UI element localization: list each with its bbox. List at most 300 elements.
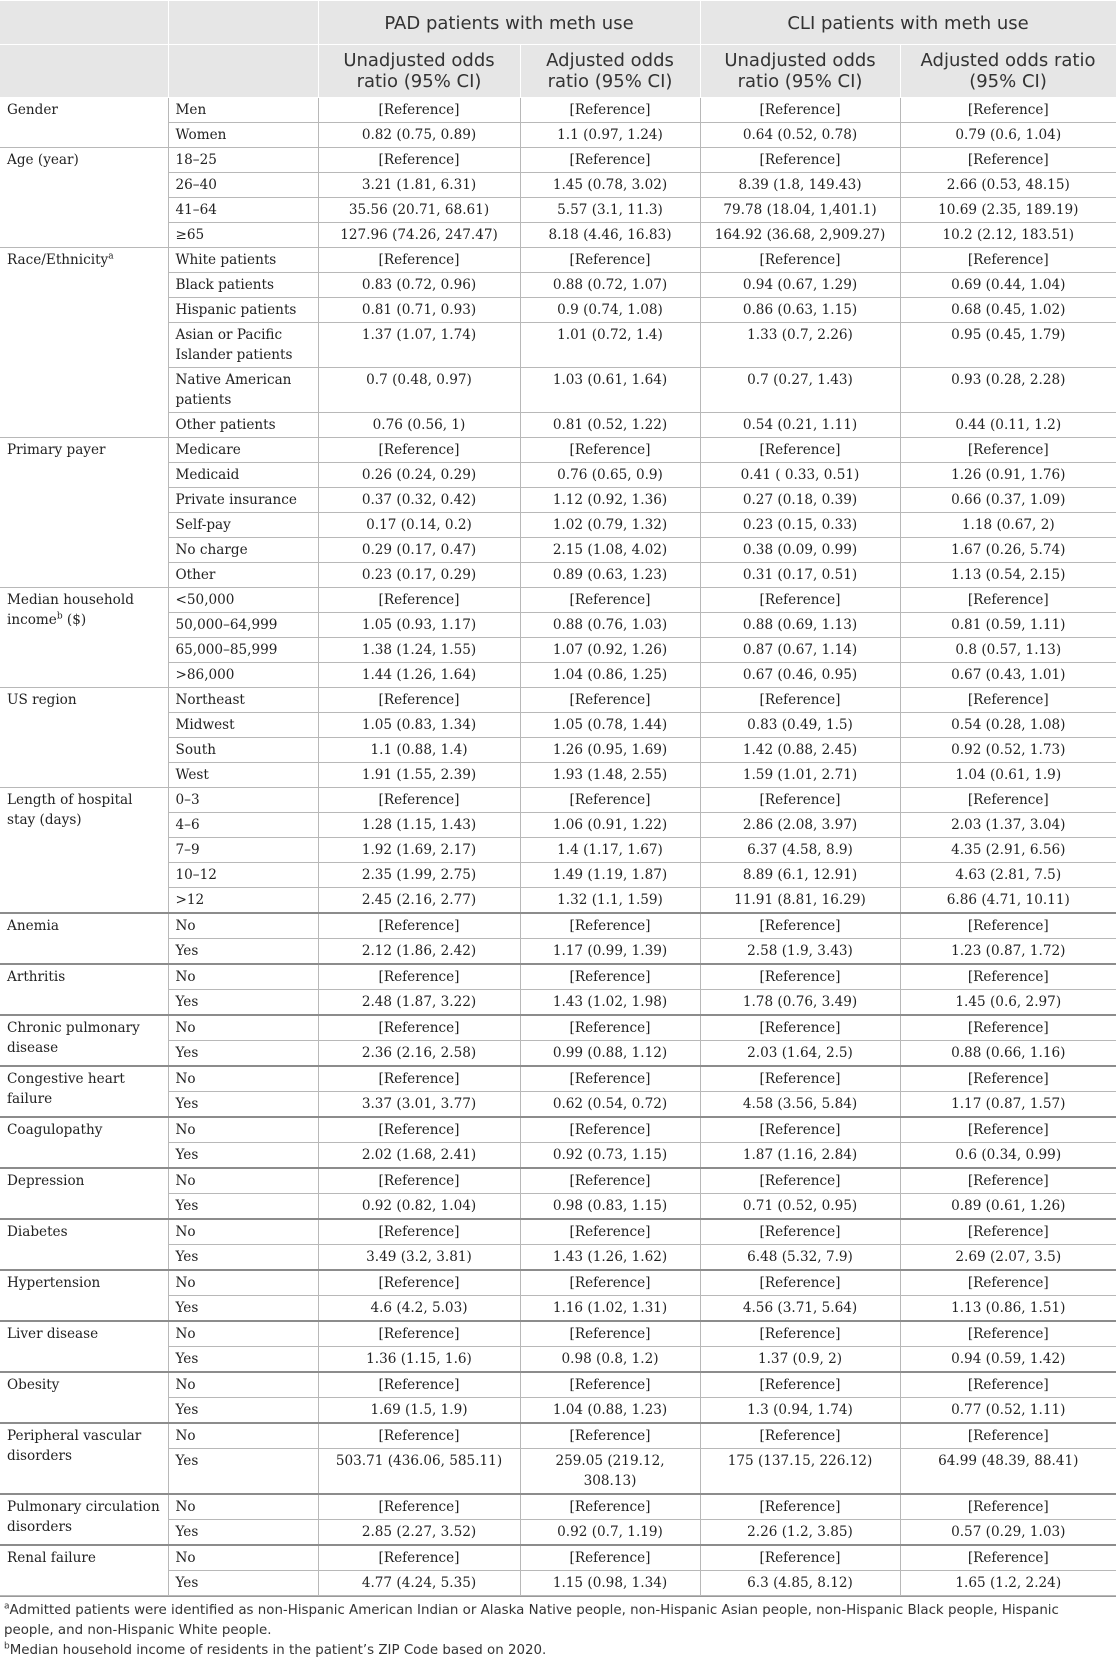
pad-adjusted-cell: [Reference] (520, 1066, 700, 1092)
subgroup-cell: No (168, 1321, 318, 1347)
table-row (0, 323, 1116, 368)
category-cell (0, 913, 168, 964)
pad-unadjusted-cell: 1.38 (1.24, 1.55) (318, 638, 520, 663)
category-label: Diabetes (7, 1224, 68, 1240)
cli-unadjusted-cell: [Reference] (700, 1015, 900, 1041)
cli-adjusted-cell: 1.65 (1.2, 2.24) (900, 1571, 1116, 1596)
category-cell (0, 1117, 168, 1168)
cli-adjusted-cell: 0.88 (0.66, 1.16) (900, 1041, 1116, 1067)
subgroup-cell: ≥65 (168, 223, 318, 248)
pad-unadjusted-cell: 3.49 (3.2, 3.81) (318, 1245, 520, 1271)
pad-adjusted-cell: 0.9 (0.74, 1.08) (520, 298, 700, 323)
pad-adjusted-cell: 1.1 (0.97, 1.24) (520, 123, 700, 148)
category-cell (0, 1066, 168, 1117)
cli-adjusted-cell: 0.77 (0.52, 1.11) (900, 1398, 1116, 1424)
pad-unadjusted-cell: 1.05 (0.93, 1.17) (318, 613, 520, 638)
table-row (0, 688, 1116, 713)
category-suffix: ($) (62, 612, 87, 628)
subgroup-cell: >86,000 (168, 663, 318, 688)
cli-unadjusted-cell: 2.86 (2.08, 3.97) (700, 813, 900, 838)
table-row (0, 1571, 1116, 1596)
table-row (0, 1545, 1116, 1571)
subgroup-cell: No charge (168, 538, 318, 563)
table-row (0, 838, 1116, 863)
cli-adjusted-cell: 0.93 (0.28, 2.28) (900, 368, 1116, 413)
pad-unadjusted-cell: [Reference] (318, 1494, 520, 1520)
pad-unadjusted-cell: [Reference] (318, 1270, 520, 1296)
header-group-cli: CLI patients with meth use (700, 1, 1116, 45)
pad-unadjusted-cell: 127.96 (74.26, 247.47) (318, 223, 520, 248)
subgroup-cell: Private insurance (168, 488, 318, 513)
table-row (0, 1270, 1116, 1296)
pad-adjusted-cell: 1.05 (0.78, 1.44) (520, 713, 700, 738)
cli-unadjusted-cell: [Reference] (700, 913, 900, 939)
cli-adjusted-cell: 1.13 (0.54, 2.15) (900, 563, 1116, 588)
pad-adjusted-cell: 1.02 (0.79, 1.32) (520, 513, 700, 538)
header-cli-unadjusted: Unadjusted odds ratio (95% CI) (700, 45, 900, 98)
subgroup-cell: South (168, 738, 318, 763)
pad-unadjusted-cell: 3.37 (3.01, 3.77) (318, 1092, 520, 1118)
pad-adjusted-cell: 8.18 (4.46, 16.83) (520, 223, 700, 248)
pad-adjusted-cell: 1.16 (1.02, 1.31) (520, 1296, 700, 1322)
pad-adjusted-cell: 1.32 (1.1, 1.59) (520, 888, 700, 914)
cli-unadjusted-cell: 0.83 (0.49, 1.5) (700, 713, 900, 738)
footnote-a-mark: a (4, 1601, 10, 1612)
pad-unadjusted-cell: 503.71 (436.06, 585.11) (318, 1449, 520, 1495)
cli-adjusted-cell: 10.2 (2.12, 183.51) (900, 223, 1116, 248)
subgroup-cell: No (168, 1372, 318, 1398)
cli-unadjusted-cell: [Reference] (700, 98, 900, 123)
pad-unadjusted-cell: 0.23 (0.17, 0.29) (318, 563, 520, 588)
table-row (0, 588, 1116, 613)
subgroup-cell: Women (168, 123, 318, 148)
category-label: Age (year) (7, 152, 79, 168)
subgroup-cell: Other (168, 563, 318, 588)
cli-unadjusted-cell: 0.54 (0.21, 1.11) (700, 413, 900, 438)
table-row (0, 1494, 1116, 1520)
table-row (0, 1066, 1116, 1092)
cli-unadjusted-cell: 6.3 (4.85, 8.12) (700, 1571, 900, 1596)
pad-unadjusted-cell: 0.92 (0.82, 1.04) (318, 1194, 520, 1220)
pad-adjusted-cell: 0.76 (0.65, 0.9) (520, 463, 700, 488)
pad-adjusted-cell: 1.01 (0.72, 1.4) (520, 323, 700, 368)
pad-unadjusted-cell: 1.91 (1.55, 2.39) (318, 763, 520, 788)
cli-unadjusted-cell: 6.48 (5.32, 7.9) (700, 1245, 900, 1271)
cli-unadjusted-cell: [Reference] (700, 1270, 900, 1296)
table-row (0, 888, 1116, 914)
header-blank-category (0, 1, 168, 45)
category-cell (0, 1168, 168, 1219)
cli-adjusted-cell: [Reference] (900, 1219, 1116, 1245)
subgroup-cell: Midwest (168, 713, 318, 738)
subgroup-cell: Yes (168, 1571, 318, 1596)
subgroup-cell: Yes (168, 1194, 318, 1220)
pad-unadjusted-cell: [Reference] (318, 438, 520, 463)
pad-unadjusted-cell: [Reference] (318, 1219, 520, 1245)
pad-adjusted-cell: [Reference] (520, 438, 700, 463)
subgroup-cell: Yes (168, 1398, 318, 1424)
pad-adjusted-cell: 0.92 (0.73, 1.15) (520, 1143, 700, 1169)
pad-adjusted-cell: 0.89 (0.63, 1.23) (520, 563, 700, 588)
pad-unadjusted-cell: 2.36 (2.16, 2.58) (318, 1041, 520, 1067)
category-cell (0, 1545, 168, 1596)
pad-unadjusted-cell: 1.05 (0.83, 1.34) (318, 713, 520, 738)
cli-adjusted-cell: [Reference] (900, 788, 1116, 813)
table-row (0, 173, 1116, 198)
table-row (0, 1117, 1116, 1143)
pad-unadjusted-cell: [Reference] (318, 588, 520, 613)
footnote-b-text: Median household income of residents in the patient’s ZIP Code based on 2020. (9, 1643, 547, 1658)
table-row (0, 1092, 1116, 1118)
category-cell (0, 1321, 168, 1372)
cli-unadjusted-cell: [Reference] (700, 1423, 900, 1449)
category-label: Coagulopathy (7, 1122, 103, 1138)
pad-adjusted-cell: 1.93 (1.48, 2.55) (520, 763, 700, 788)
category-label: Arthritis (7, 969, 66, 985)
subgroup-cell: No (168, 1066, 318, 1092)
cli-unadjusted-cell: [Reference] (700, 1321, 900, 1347)
subgroup-cell: Yes (168, 939, 318, 965)
table-row (0, 148, 1116, 173)
pad-adjusted-cell: [Reference] (520, 1494, 700, 1520)
table-row (0, 563, 1116, 588)
pad-adjusted-cell: [Reference] (520, 588, 700, 613)
subgroup-cell: 7–9 (168, 838, 318, 863)
table-row (0, 964, 1116, 990)
cli-adjusted-cell: 1.67 (0.26, 5.74) (900, 538, 1116, 563)
cli-unadjusted-cell: 0.31 (0.17, 0.51) (700, 563, 900, 588)
cli-adjusted-cell: [Reference] (900, 248, 1116, 273)
table-row (0, 488, 1116, 513)
pad-adjusted-cell: 1.07 (0.92, 1.26) (520, 638, 700, 663)
table-row (0, 613, 1116, 638)
subgroup-cell: Yes (168, 1092, 318, 1118)
cli-adjusted-cell: [Reference] (900, 1372, 1116, 1398)
pad-unadjusted-cell: [Reference] (318, 248, 520, 273)
cli-unadjusted-cell: 1.42 (0.88, 2.45) (700, 738, 900, 763)
subgroup-cell: 50,000–64,999 (168, 613, 318, 638)
table-row (0, 223, 1116, 248)
subgroup-cell: 4–6 (168, 813, 318, 838)
cli-adjusted-cell: 1.13 (0.86, 1.51) (900, 1296, 1116, 1322)
cli-unadjusted-cell: 2.03 (1.64, 2.5) (700, 1041, 900, 1067)
table-row (0, 413, 1116, 438)
table-row (0, 438, 1116, 463)
cli-unadjusted-cell: [Reference] (700, 964, 900, 990)
pad-adjusted-cell: 1.17 (0.99, 1.39) (520, 939, 700, 965)
category-label: Obesity (7, 1377, 60, 1393)
pad-adjusted-cell: 1.43 (1.26, 1.62) (520, 1245, 700, 1271)
subgroup-cell: 65,000–85,999 (168, 638, 318, 663)
table-row (0, 1347, 1116, 1373)
table-row (0, 1449, 1116, 1495)
table-row (0, 738, 1116, 763)
pad-adjusted-cell: [Reference] (520, 1219, 700, 1245)
cli-unadjusted-cell: 0.94 (0.67, 1.29) (700, 273, 900, 298)
cli-adjusted-cell: 1.45 (0.6, 2.97) (900, 990, 1116, 1016)
pad-adjusted-cell: 0.81 (0.52, 1.22) (520, 413, 700, 438)
subgroup-cell: Yes (168, 990, 318, 1016)
cli-unadjusted-cell: 0.88 (0.69, 1.13) (700, 613, 900, 638)
table-row (0, 913, 1116, 939)
subgroup-cell: No (168, 1168, 318, 1194)
category-cell (0, 438, 168, 588)
subgroup-cell: Asian or Pacific Islander patients (168, 323, 318, 368)
cli-unadjusted-cell: 0.27 (0.18, 0.39) (700, 488, 900, 513)
cli-unadjusted-cell: [Reference] (700, 788, 900, 813)
pad-adjusted-cell: 1.04 (0.88, 1.23) (520, 1398, 700, 1424)
category-cell (0, 148, 168, 248)
cli-unadjusted-cell: 0.86 (0.63, 1.15) (700, 298, 900, 323)
cli-adjusted-cell: [Reference] (900, 1066, 1116, 1092)
pad-adjusted-cell: [Reference] (520, 1372, 700, 1398)
table-row (0, 368, 1116, 413)
cli-unadjusted-cell: [Reference] (700, 1066, 900, 1092)
footnote-marker: b (56, 611, 63, 622)
cli-adjusted-cell: [Reference] (900, 148, 1116, 173)
subgroup-cell: Northeast (168, 688, 318, 713)
pad-unadjusted-cell: [Reference] (318, 788, 520, 813)
cli-adjusted-cell: 2.66 (0.53, 48.15) (900, 173, 1116, 198)
cli-adjusted-cell: 0.94 (0.59, 1.42) (900, 1347, 1116, 1373)
cli-adjusted-cell: 0.44 (0.11, 1.2) (900, 413, 1116, 438)
table-row (0, 939, 1116, 965)
table-row (0, 1296, 1116, 1322)
subgroup-cell: Yes (168, 1041, 318, 1067)
subgroup-cell: Yes (168, 1296, 318, 1322)
table-row (0, 1219, 1116, 1245)
footnote-a-text: Admitted patients were identified as non-Hispanic American Indian or Alaska Native people, non-Hispanic Asian people, non-Hispanic Black people, Hispanic people, and non-Hispanic White people. (4, 1603, 1059, 1638)
cli-adjusted-cell: [Reference] (900, 1545, 1116, 1571)
pad-adjusted-cell: 1.45 (0.78, 3.02) (520, 173, 700, 198)
table-row (0, 273, 1116, 298)
pad-unadjusted-cell: 2.85 (2.27, 3.52) (318, 1520, 520, 1546)
pad-adjusted-cell: [Reference] (520, 1321, 700, 1347)
subgroup-cell: No (168, 1545, 318, 1571)
table-row (0, 1520, 1116, 1546)
pad-unadjusted-cell: 0.83 (0.72, 0.96) (318, 273, 520, 298)
pad-adjusted-cell: 1.04 (0.86, 1.25) (520, 663, 700, 688)
cli-adjusted-cell: [Reference] (900, 964, 1116, 990)
cli-unadjusted-cell: [Reference] (700, 148, 900, 173)
pad-adjusted-cell: [Reference] (520, 1423, 700, 1449)
subgroup-cell: 0–3 (168, 788, 318, 813)
pad-unadjusted-cell: 0.26 (0.24, 0.29) (318, 463, 520, 488)
pad-adjusted-cell: 2.15 (1.08, 4.02) (520, 538, 700, 563)
pad-adjusted-cell: 0.88 (0.76, 1.03) (520, 613, 700, 638)
table-row (0, 990, 1116, 1016)
subgroup-cell: No (168, 1494, 318, 1520)
cli-adjusted-cell: 0.66 (0.37, 1.09) (900, 488, 1116, 513)
pad-adjusted-cell: 1.4 (1.17, 1.67) (520, 838, 700, 863)
category-cell (0, 588, 168, 688)
subgroup-cell: No (168, 1270, 318, 1296)
cli-adjusted-cell: 2.03 (1.37, 3.04) (900, 813, 1116, 838)
table-row (0, 813, 1116, 838)
cli-unadjusted-cell: 0.87 (0.67, 1.14) (700, 638, 900, 663)
pad-adjusted-cell: [Reference] (520, 1168, 700, 1194)
pad-adjusted-cell: 0.62 (0.54, 0.72) (520, 1092, 700, 1118)
cli-adjusted-cell: [Reference] (900, 588, 1116, 613)
cli-unadjusted-cell: 1.3 (0.94, 1.74) (700, 1398, 900, 1424)
footnote-a (4, 1601, 1112, 1641)
subgroup-cell: White patients (168, 248, 318, 273)
cli-unadjusted-cell: 6.37 (4.58, 8.9) (700, 838, 900, 863)
cli-unadjusted-cell: [Reference] (700, 248, 900, 273)
pad-unadjusted-cell: 1.28 (1.15, 1.43) (318, 813, 520, 838)
category-cell (0, 1372, 168, 1423)
subgroup-cell: Medicaid (168, 463, 318, 488)
subgroup-cell: 18–25 (168, 148, 318, 173)
category-label: Median household income (7, 592, 134, 628)
cli-unadjusted-cell: 1.37 (0.9, 2) (700, 1347, 900, 1373)
pad-unadjusted-cell: [Reference] (318, 1545, 520, 1571)
subgroup-cell: <50,000 (168, 588, 318, 613)
table-row (0, 1015, 1116, 1041)
table-row (0, 788, 1116, 813)
pad-adjusted-cell: 1.49 (1.19, 1.87) (520, 863, 700, 888)
cli-unadjusted-cell: 11.91 (8.81, 16.29) (700, 888, 900, 914)
pad-unadjusted-cell: [Reference] (318, 913, 520, 939)
cli-adjusted-cell: [Reference] (900, 1494, 1116, 1520)
pad-adjusted-cell: [Reference] (520, 98, 700, 123)
subgroup-cell: >12 (168, 888, 318, 914)
pad-unadjusted-cell: 1.37 (1.07, 1.74) (318, 323, 520, 368)
cli-unadjusted-cell: 79.78 (18.04, 1,401.1) (700, 198, 900, 223)
pad-unadjusted-cell: 2.48 (1.87, 3.22) (318, 990, 520, 1016)
pad-adjusted-cell: 259.05 (219.12, 308.13) (520, 1449, 700, 1495)
cli-adjusted-cell: [Reference] (900, 1117, 1116, 1143)
category-label: US region (7, 692, 77, 708)
cli-unadjusted-cell: 0.38 (0.09, 0.99) (700, 538, 900, 563)
table-row (0, 298, 1116, 323)
table-body (0, 98, 1116, 1596)
table-row (0, 1423, 1116, 1449)
category-label: Length of hospital stay (days) (7, 792, 133, 828)
pad-adjusted-cell: 1.06 (0.91, 1.22) (520, 813, 700, 838)
pad-adjusted-cell: 1.12 (0.92, 1.36) (520, 488, 700, 513)
pad-adjusted-cell: 1.15 (0.98, 1.34) (520, 1571, 700, 1596)
cli-unadjusted-cell: 4.58 (3.56, 5.84) (700, 1092, 900, 1118)
table-header (0, 1, 1116, 98)
pad-adjusted-cell: [Reference] (520, 1545, 700, 1571)
table-row (0, 538, 1116, 563)
pad-adjusted-cell: [Reference] (520, 688, 700, 713)
cli-adjusted-cell: 0.81 (0.59, 1.11) (900, 613, 1116, 638)
cli-unadjusted-cell: [Reference] (700, 1219, 900, 1245)
category-label: Primary payer (7, 442, 106, 458)
pad-unadjusted-cell: [Reference] (318, 1168, 520, 1194)
cli-adjusted-cell: 4.35 (2.91, 6.56) (900, 838, 1116, 863)
cli-adjusted-cell: 64.99 (48.39, 88.41) (900, 1449, 1116, 1495)
cli-unadjusted-cell: [Reference] (700, 688, 900, 713)
cli-adjusted-cell: 0.54 (0.28, 1.08) (900, 713, 1116, 738)
table-row (0, 513, 1116, 538)
pad-unadjusted-cell: 3.21 (1.81, 6.31) (318, 173, 520, 198)
subgroup-cell: Medicare (168, 438, 318, 463)
pad-unadjusted-cell: 1.36 (1.15, 1.6) (318, 1347, 520, 1373)
subgroup-cell: Other patients (168, 413, 318, 438)
pad-unadjusted-cell: 0.76 (0.56, 1) (318, 413, 520, 438)
cli-adjusted-cell: [Reference] (900, 98, 1116, 123)
header-blank-subgroup (168, 1, 318, 45)
cli-unadjusted-cell: 8.39 (1.8, 149.43) (700, 173, 900, 198)
cli-adjusted-cell: 2.69 (2.07, 3.5) (900, 1245, 1116, 1271)
pad-adjusted-cell: [Reference] (520, 148, 700, 173)
cli-adjusted-cell: [Reference] (900, 1321, 1116, 1347)
cli-adjusted-cell: 0.92 (0.52, 1.73) (900, 738, 1116, 763)
cli-adjusted-cell: [Reference] (900, 438, 1116, 463)
pad-unadjusted-cell: 2.12 (1.86, 2.42) (318, 939, 520, 965)
pad-unadjusted-cell: [Reference] (318, 1423, 520, 1449)
pad-unadjusted-cell: [Reference] (318, 98, 520, 123)
pad-unadjusted-cell: 0.81 (0.71, 0.93) (318, 298, 520, 323)
category-cell (0, 248, 168, 438)
pad-unadjusted-cell: [Reference] (318, 1372, 520, 1398)
category-label: Gender (7, 102, 58, 118)
pad-unadjusted-cell: 0.37 (0.32, 0.42) (318, 488, 520, 513)
table-row (0, 763, 1116, 788)
subgroup-cell: 41–64 (168, 198, 318, 223)
cli-unadjusted-cell: 164.92 (36.68, 2,909.27) (700, 223, 900, 248)
cli-unadjusted-cell: [Reference] (700, 1168, 900, 1194)
table-row (0, 1168, 1116, 1194)
category-cell (0, 1015, 168, 1066)
pad-unadjusted-cell: 0.82 (0.75, 0.89) (318, 123, 520, 148)
pad-unadjusted-cell: 0.17 (0.14, 0.2) (318, 513, 520, 538)
cli-unadjusted-cell: 1.33 (0.7, 2.26) (700, 323, 900, 368)
cli-adjusted-cell: [Reference] (900, 1168, 1116, 1194)
table-row (0, 248, 1116, 273)
cli-unadjusted-cell: 4.56 (3.71, 5.64) (700, 1296, 900, 1322)
pad-adjusted-cell: [Reference] (520, 1117, 700, 1143)
cli-adjusted-cell: 0.89 (0.61, 1.26) (900, 1194, 1116, 1220)
pad-adjusted-cell: 1.26 (0.95, 1.69) (520, 738, 700, 763)
subgroup-cell: No (168, 1423, 318, 1449)
pad-unadjusted-cell: [Reference] (318, 1321, 520, 1347)
category-label: Pulmonary circulation disorders (7, 1499, 160, 1535)
cli-adjusted-cell: 1.04 (0.61, 1.9) (900, 763, 1116, 788)
table-row (0, 198, 1116, 223)
cli-adjusted-cell: 0.69 (0.44, 1.04) (900, 273, 1116, 298)
table-row (0, 1194, 1116, 1220)
table-row (0, 638, 1116, 663)
pad-adjusted-cell: 1.43 (1.02, 1.98) (520, 990, 700, 1016)
cli-adjusted-cell: 0.67 (0.43, 1.01) (900, 663, 1116, 688)
pad-adjusted-cell: 0.99 (0.88, 1.12) (520, 1041, 700, 1067)
category-cell (0, 964, 168, 1015)
pad-unadjusted-cell: [Reference] (318, 964, 520, 990)
pad-unadjusted-cell: 1.92 (1.69, 2.17) (318, 838, 520, 863)
header-blank-category-2 (0, 45, 168, 98)
subgroup-cell: Native American patients (168, 368, 318, 413)
pad-adjusted-cell: [Reference] (520, 788, 700, 813)
pad-adjusted-cell: [Reference] (520, 1270, 700, 1296)
pad-unadjusted-cell: 0.7 (0.48, 0.97) (318, 368, 520, 413)
cli-unadjusted-cell: [Reference] (700, 1545, 900, 1571)
cli-adjusted-cell: [Reference] (900, 1015, 1116, 1041)
subgroup-cell: Hispanic patients (168, 298, 318, 323)
pad-adjusted-cell: 0.92 (0.7, 1.19) (520, 1520, 700, 1546)
pad-adjusted-cell: 0.98 (0.83, 1.15) (520, 1194, 700, 1220)
cli-adjusted-cell: 0.95 (0.45, 1.79) (900, 323, 1116, 368)
subgroup-cell: Self-pay (168, 513, 318, 538)
pad-unadjusted-cell: 2.35 (1.99, 2.75) (318, 863, 520, 888)
cli-adjusted-cell: 0.57 (0.29, 1.03) (900, 1520, 1116, 1546)
category-label: Peripheral vascular disorders (7, 1428, 142, 1464)
footnote-marker: a (108, 251, 114, 262)
cli-adjusted-cell: 0.68 (0.45, 1.02) (900, 298, 1116, 323)
